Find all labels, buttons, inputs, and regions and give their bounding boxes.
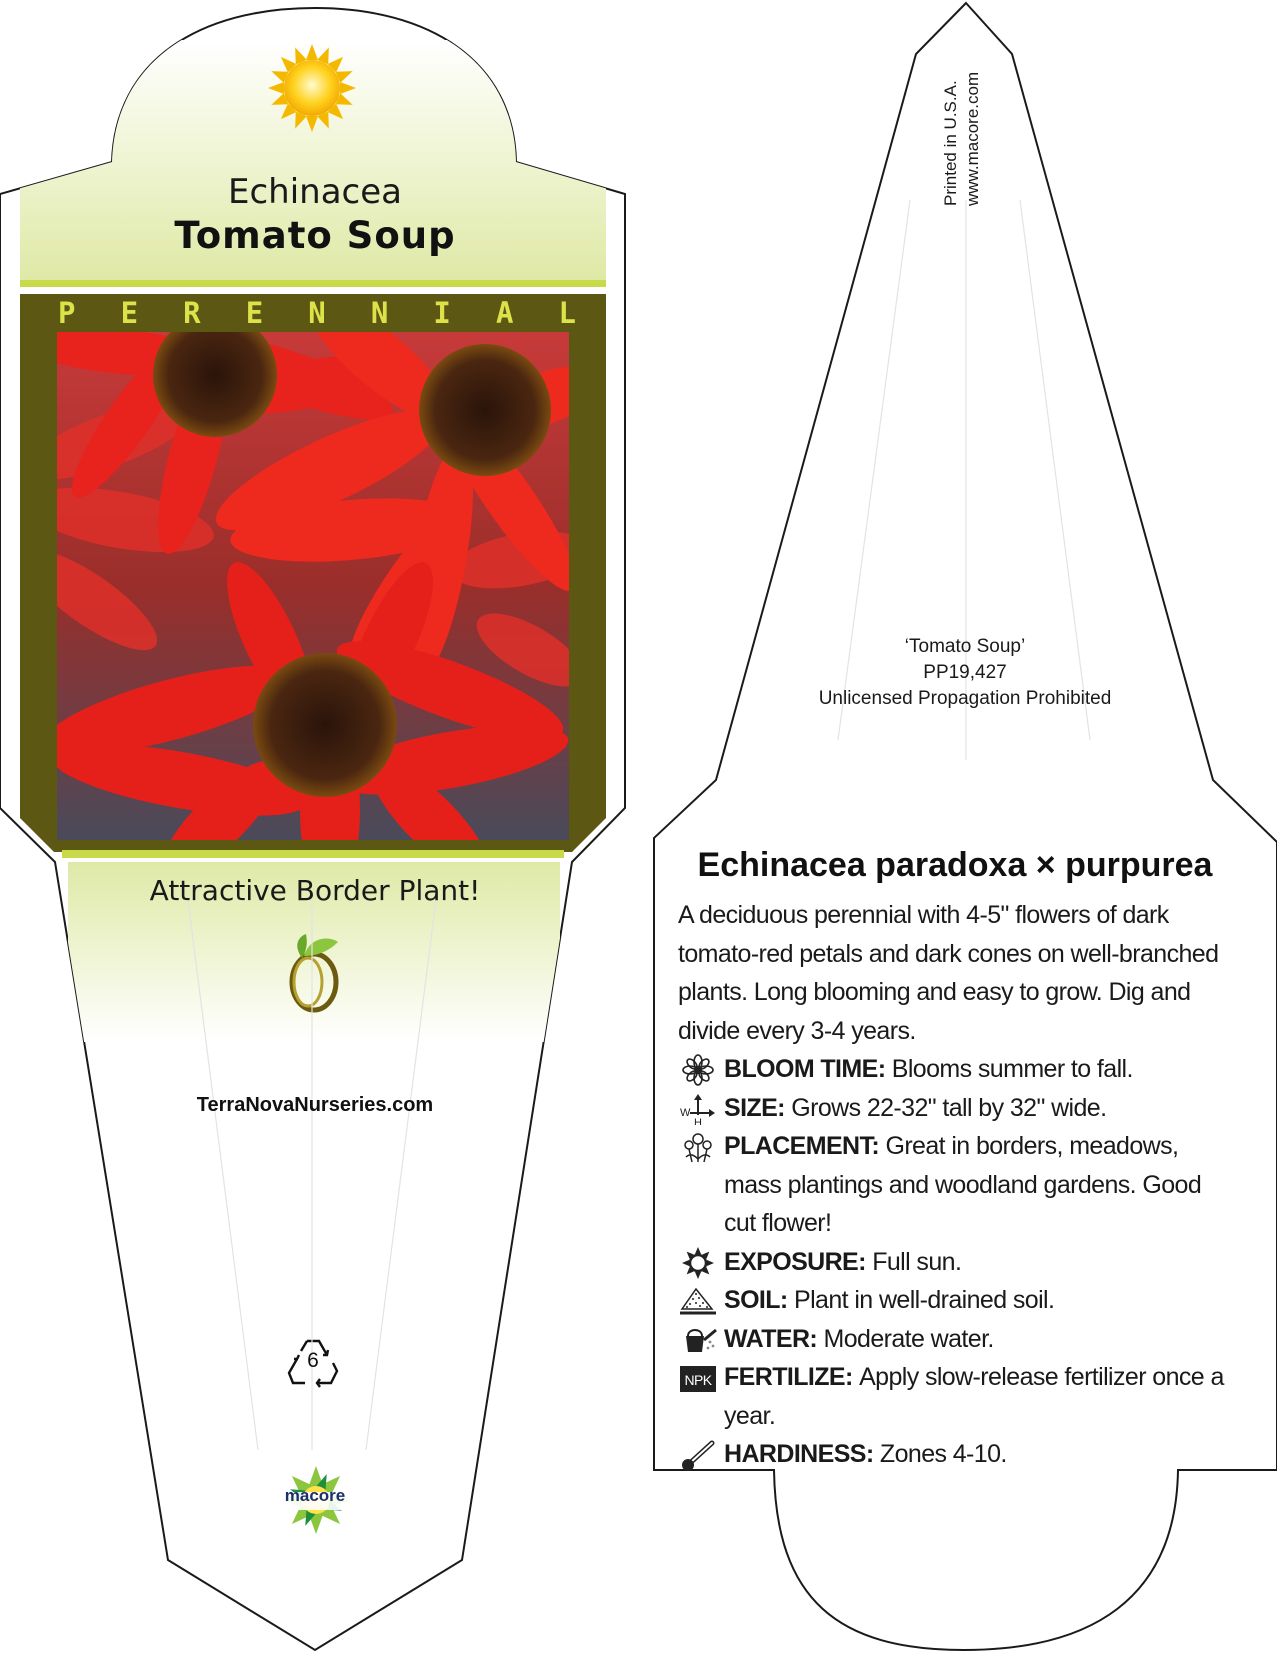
thermometer-icon [678, 1439, 718, 1471]
patent-warning: Unlicensed Propagation Prohibited [818, 688, 1112, 709]
attribute-label: BLOOM TIME: [724, 1055, 892, 1083]
attribute-label: PLACEMENT: [724, 1132, 886, 1160]
attribute-soil [678, 1281, 1238, 1320]
attribute-hardiness [678, 1435, 1238, 1474]
attribute-water [678, 1320, 1238, 1359]
patent-number: PP19,427 [923, 662, 1007, 683]
size-w-letter: W [680, 1106, 690, 1119]
recycle-code: 6 [307, 1349, 319, 1372]
attribute-label: SOIL: [724, 1286, 795, 1314]
cultivar-title: Tomato Soup [174, 214, 456, 257]
soil-icon [678, 1285, 718, 1317]
category-letter: A [495, 296, 514, 330]
brand-name: macore [284, 1486, 346, 1505]
flower-photo [10, 281, 615, 900]
category-letter: I [433, 296, 451, 330]
category-banner [58, 296, 576, 330]
attribute-size [678, 1089, 1238, 1128]
scientific-name: Echinacea paradoxa × purpurea [697, 846, 1213, 884]
sun-icon [268, 44, 356, 132]
flower-icon [678, 1054, 718, 1086]
attribute-text: Blooms summer to fall. [891, 1055, 1133, 1083]
attribute-bloom-time [678, 1050, 1238, 1089]
genus-title: Echinacea [227, 172, 402, 212]
description: A deciduous perennial with 4-5" flowers of dark tomato-red petals and dark cones on well-branched plants. Long blooming and easy to grow. Dig and divide every 3-4 years. [678, 901, 1219, 1045]
attribute-exposure [678, 1243, 1238, 1282]
attribute-label: HARDINESS: [724, 1440, 880, 1468]
category-letter: N [370, 296, 389, 330]
attribute-label: SIZE: [724, 1093, 792, 1122]
watering-can-icon [678, 1324, 718, 1356]
category-letter: P [58, 296, 76, 330]
attribute-text: Apply slow-release fertilizer once a year. [724, 1363, 1224, 1430]
attribute-text: Moderate water. [823, 1324, 994, 1353]
npk-icon [678, 1362, 718, 1394]
attribute-text: Great in borders, meadows, mass plantings and woodland gardens. Good cut flower! [724, 1132, 1202, 1237]
patent-name: ‘Tomato Soup’ [904, 636, 1026, 657]
exposure-sun-icon [678, 1247, 718, 1279]
attribute-text: Zones 4-10. [879, 1440, 1007, 1468]
printed-line: Printed in U.S.A. [941, 80, 960, 206]
attribute-text: Plant in well-drained soil. [794, 1286, 1055, 1314]
attribute-text: Grows 22-32" tall by 32" wide. [791, 1093, 1107, 1122]
category-letter: E [245, 296, 264, 330]
tagline: Attractive Border Plant! [149, 874, 481, 907]
size-h-letter: H [694, 1116, 702, 1125]
plant-info [678, 896, 1238, 1474]
printed-url: www.macore.com [963, 71, 982, 206]
attribute-placement [678, 1127, 1238, 1243]
category-letter: E [120, 296, 139, 330]
patent-notice [760, 634, 1170, 712]
category-letter: N [308, 296, 326, 330]
attribute-label: EXPOSURE: [724, 1247, 873, 1276]
category-letter: L [558, 296, 576, 330]
placement-icon [678, 1131, 718, 1163]
attribute-text: Full sun. [872, 1247, 962, 1276]
printed-credit [940, 72, 984, 206]
website-link[interactable]: TerraNovaNurseries.com [196, 1094, 434, 1116]
category-letter: R [183, 296, 201, 330]
attribute-label: WATER: [724, 1324, 824, 1353]
attribute-label: FERTILIZE: [724, 1363, 860, 1391]
npk-text: NPK [684, 1372, 712, 1388]
attribute-fertilize [678, 1358, 1238, 1435]
size-icon [678, 1093, 718, 1125]
